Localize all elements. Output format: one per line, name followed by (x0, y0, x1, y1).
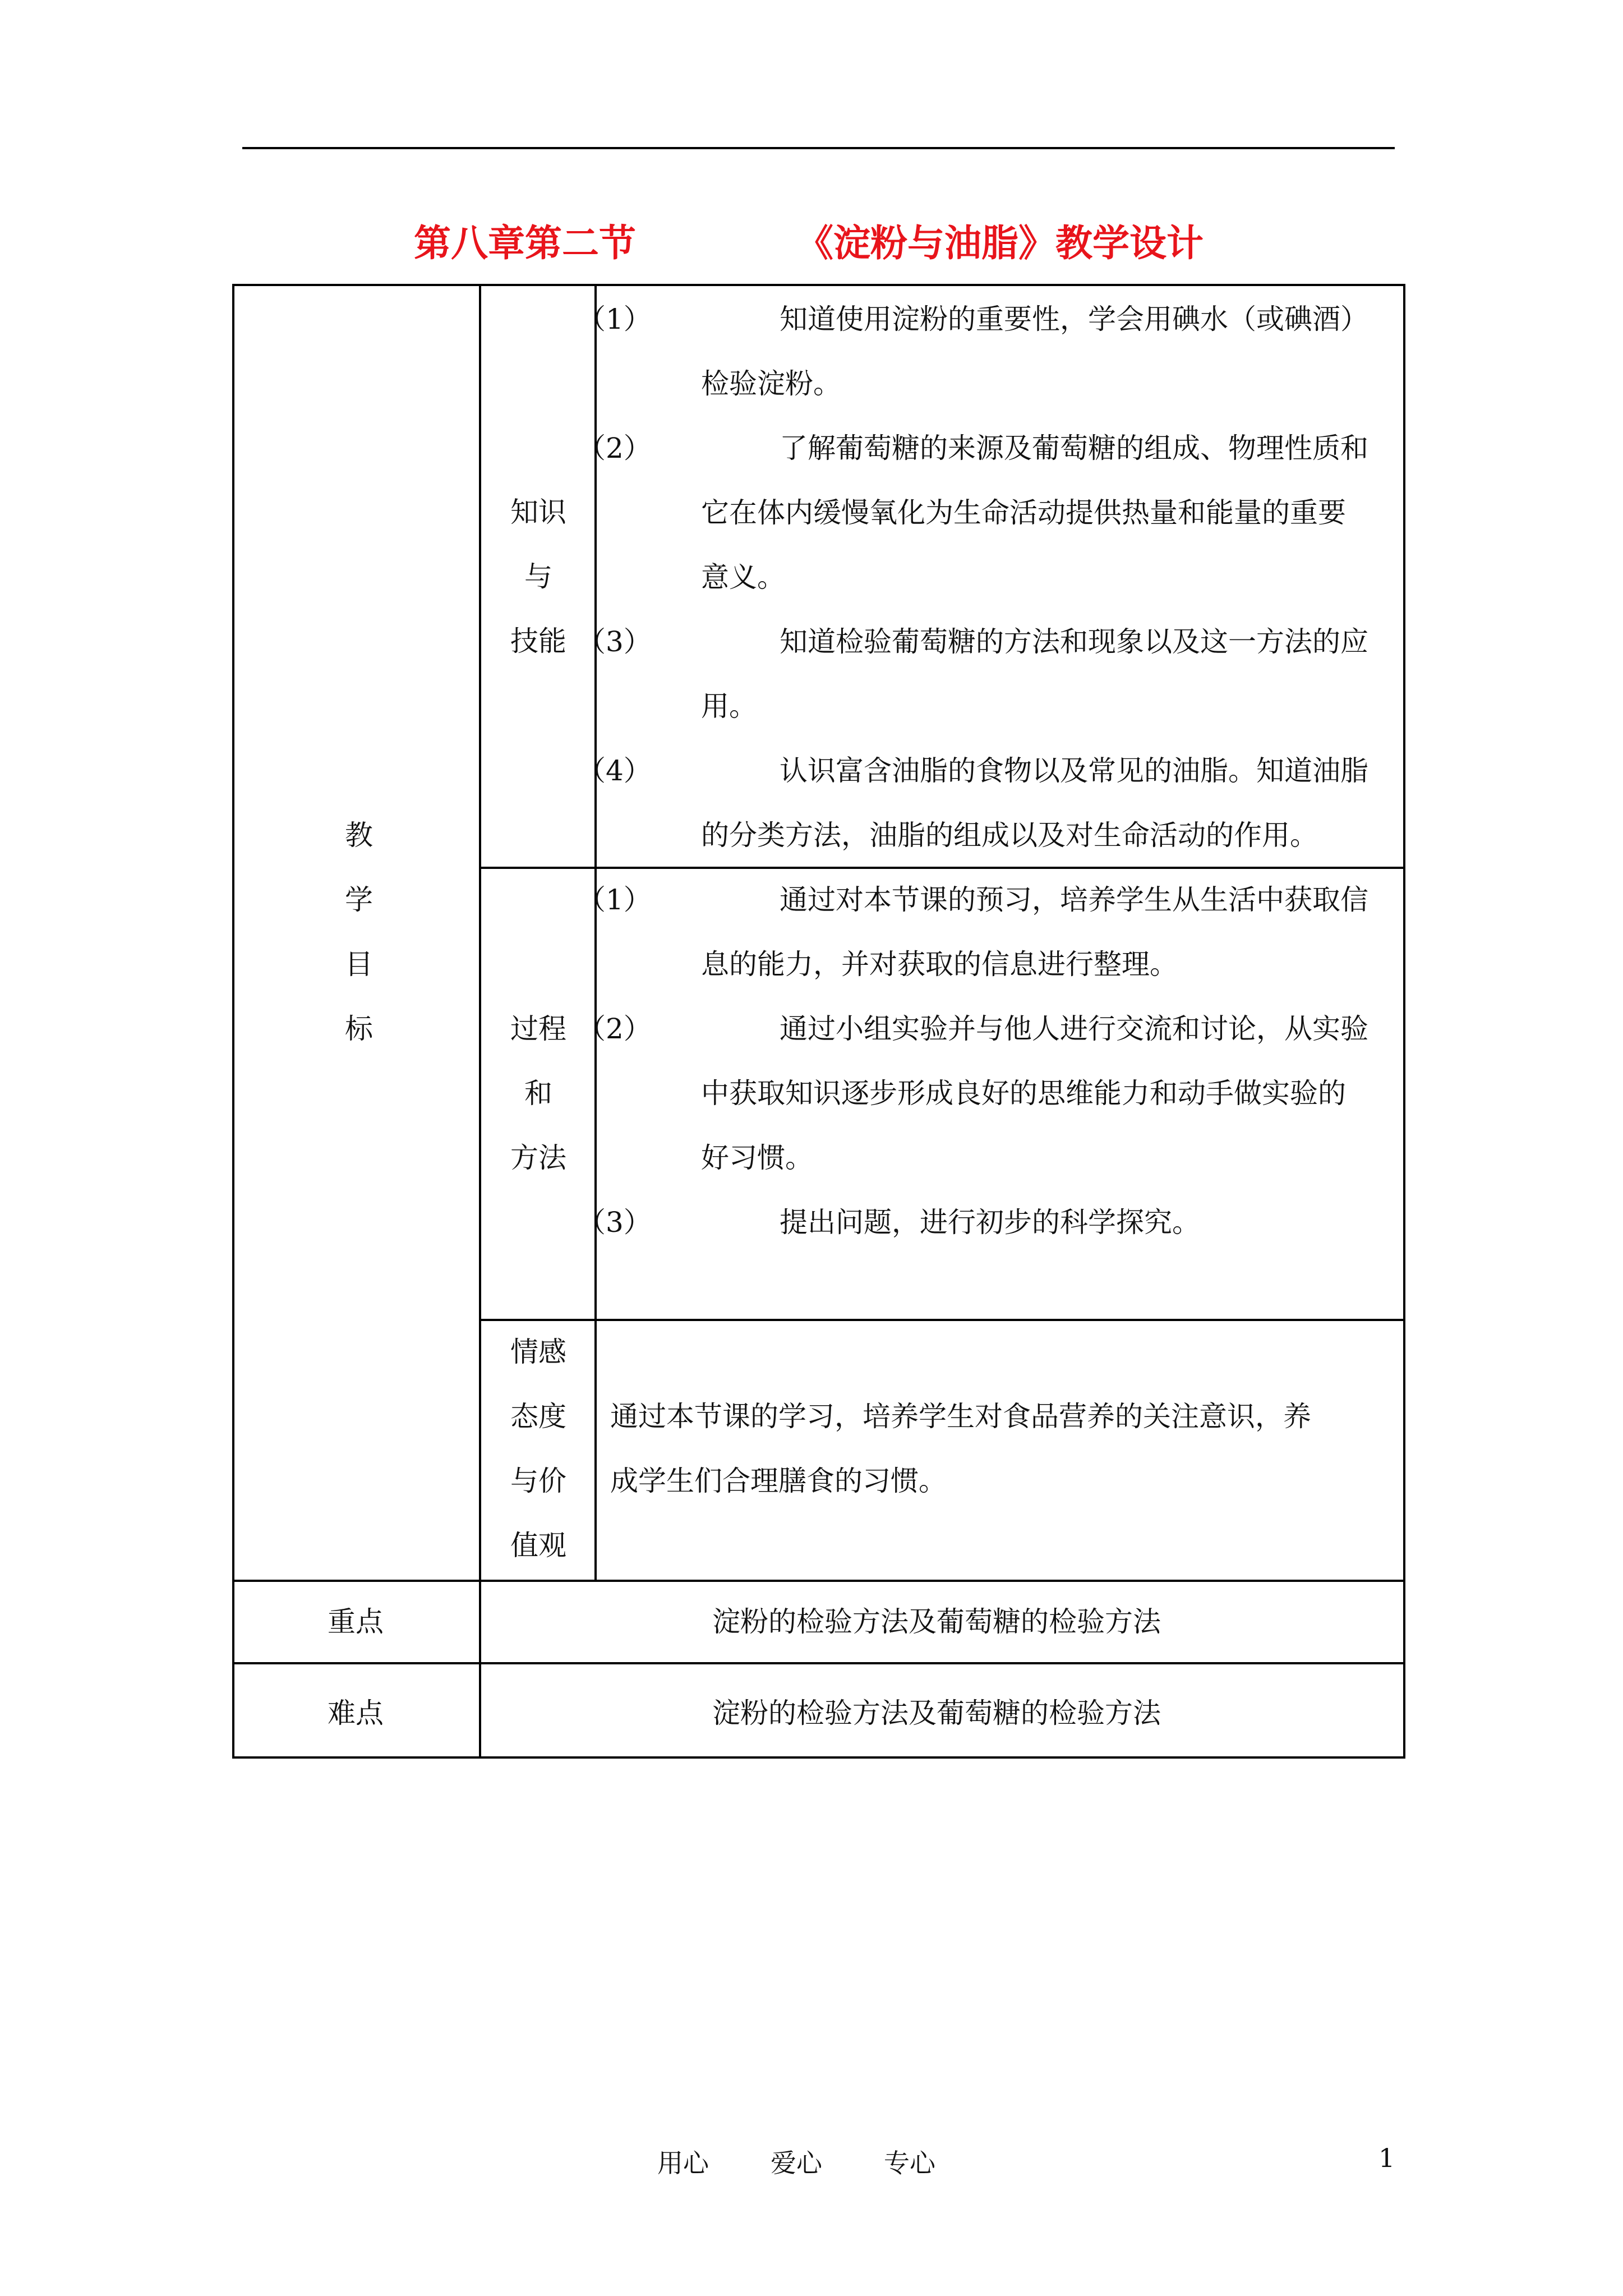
grid-line (479, 1580, 481, 1759)
goals-label: 教 学 目 标 (345, 819, 373, 1045)
grid-line (232, 1662, 1405, 1664)
grid-line (479, 1319, 1405, 1321)
footer-motto-3: 专心 (884, 2148, 935, 2178)
footer-motto-1: 用心 (657, 2148, 709, 2178)
key-point-text: 淀粉的检验方法及葡萄糖的检验方法 (712, 1605, 1161, 1638)
page-footer (0, 2143, 1623, 2193)
header-rule (242, 147, 1395, 149)
grid-line (232, 1580, 1405, 1582)
key-point-label: 重点 (328, 1605, 384, 1638)
page-title (0, 213, 1623, 269)
title-lesson: 《淀粉与油脂》教学设计 (796, 221, 1204, 265)
difficulty-text: 淀粉的检验方法及葡萄糖的检验方法 (712, 1697, 1161, 1729)
emotion-text: 通过本节课的学习，培养学生对食品营养的关注意识，养 成学生们合理膳食的习惯。 (610, 1400, 1311, 1497)
title-chapter: 第八章第二节 (414, 221, 636, 265)
grid-line (479, 284, 481, 1580)
knowledge-label: 知识 与 技能 (510, 496, 566, 657)
page-number: 1 (1378, 2143, 1395, 2173)
footer-motto-2: 爱心 (771, 2148, 822, 2178)
difficulty-label: 难点 (328, 1697, 384, 1729)
emotion-label: 情感 态度 与价 值观 (510, 1336, 566, 1562)
process-label: 过程 和 方法 (510, 1013, 566, 1174)
